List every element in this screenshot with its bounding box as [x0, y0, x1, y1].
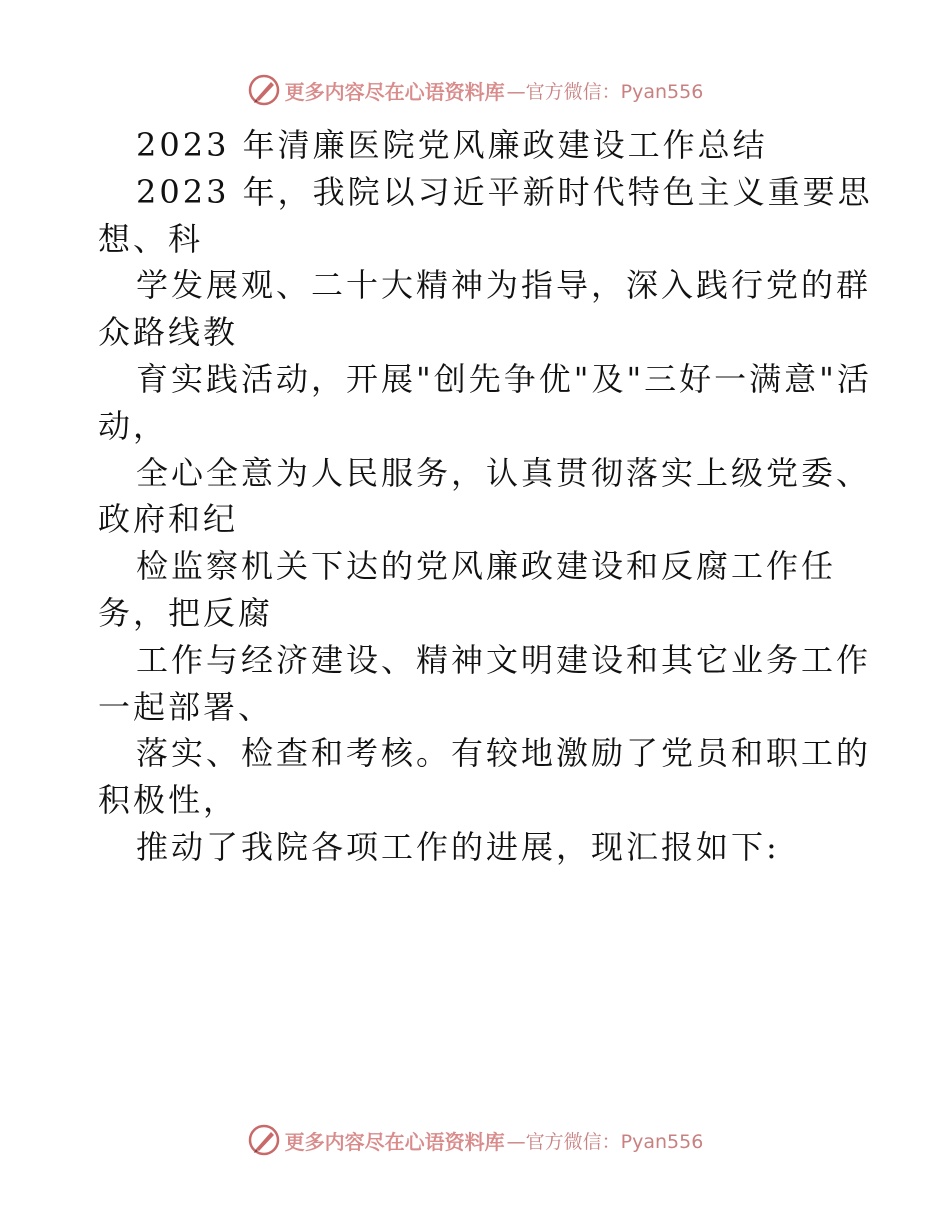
watermark-main-text: 更多内容尽在心语资料库 — [284, 1129, 505, 1154]
footer-watermark — [0, 1120, 950, 1160]
text-line: 政府和纪 — [98, 500, 239, 539]
text-line: 检监察机关下达的党风廉政建设和反腐工作任 — [136, 547, 837, 586]
text-line: 工作与经济建设、精神文明建设和其它业务工作 — [136, 640, 872, 679]
header-watermark — [0, 70, 950, 110]
text-line: 积极性， — [98, 781, 239, 820]
text-line: 2023 年，我院以习近平新时代特色主义重要思 — [136, 172, 873, 211]
text-line: 落实、检查和考核。有较地激励了党员和职工的 — [136, 734, 872, 773]
watermark-sub-text: —官方微信：Pyan556 — [506, 80, 704, 103]
pen-logo-icon — [247, 1123, 281, 1157]
document-title: 2023 年清廉医院党风廉政建设工作总结 — [136, 126, 768, 164]
text-line: 动， — [98, 406, 169, 445]
watermark-sub-text: —官方微信：Pyan556 — [506, 1130, 704, 1153]
document-body — [98, 122, 873, 871]
text-line: 务，把反腐 — [98, 593, 274, 632]
text-line: 想、科 — [98, 219, 204, 258]
text-line: 学发展观、二十大精神为指导，深入践行党的群 — [136, 266, 872, 305]
text-line: 推动了我院各项工作的进展，现汇报如下: — [136, 827, 780, 866]
text-line: 众路线教 — [98, 313, 239, 352]
text-line: 全心全意为人民服务，认真贯彻落实上级党委、 — [136, 453, 872, 492]
text-line: 一起部署、 — [98, 687, 274, 726]
text-line: 育实践活动，开展"创先争优"及"三好一满意"活 — [136, 359, 872, 398]
pen-logo-icon — [247, 73, 281, 107]
watermark-main-text: 更多内容尽在心语资料库 — [284, 79, 505, 104]
